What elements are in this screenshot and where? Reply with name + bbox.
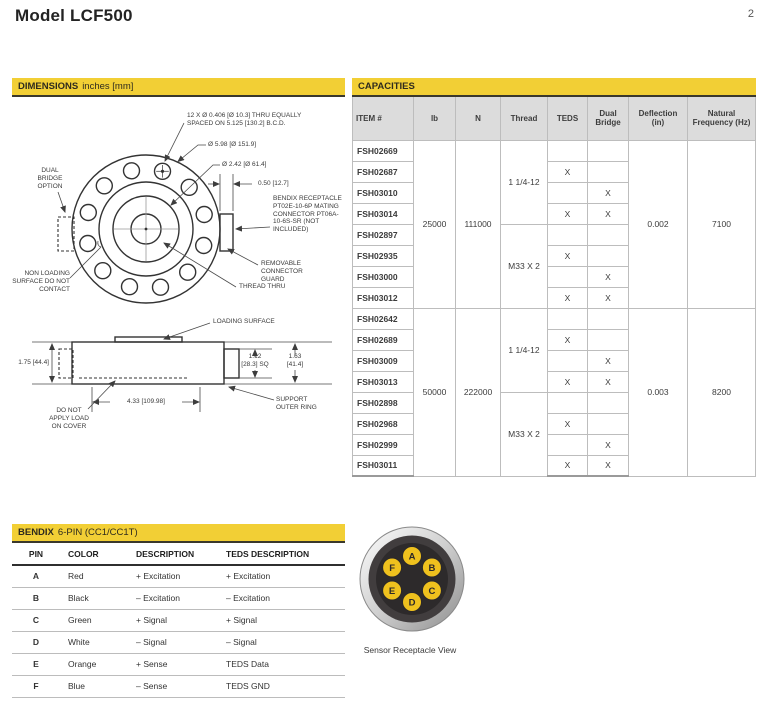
teds-flag: X [548, 329, 588, 350]
dual-bridge-flag [588, 245, 629, 266]
dimensions-header-title: DIMENSIONS [18, 81, 79, 92]
col-teds: TEDS [548, 97, 588, 140]
dual-bridge-flag: X [588, 371, 629, 392]
label-bendix-receptacle: BENDIX RECEPTACLE PT02E-10-6P MATING CONNECTOR PT06A-10-6S-SR (NOT INCLUDED) [273, 195, 342, 234]
pin-letter: F [12, 675, 60, 697]
thread-size: 1 1/4-12 [501, 308, 548, 392]
teds-flag: X [548, 161, 588, 182]
table-row [12, 631, 345, 653]
pin-f-label: F [389, 562, 396, 574]
dual-bridge-flag: X [588, 350, 629, 371]
wire-description: – Excitation [128, 587, 218, 609]
pin-e-label: E [388, 585, 396, 597]
bendix-header-subtitle: 6-PIN (CC1/CC1T) [57, 527, 138, 538]
wire-description: – Sense [128, 675, 218, 697]
sensor-receptacle-view [352, 520, 472, 657]
item-number: FSH03013 [353, 371, 414, 392]
teds-flag: X [548, 203, 588, 224]
dual-bridge-flag [588, 140, 629, 161]
item-number: FSH02669 [353, 140, 414, 161]
bendix-panel [12, 524, 345, 698]
label-square-dim-line1: 1.12 [248, 353, 262, 360]
col-description: DESCRIPTION [128, 543, 218, 565]
deflection-value: 0.003 [629, 308, 688, 476]
item-number: FSH02898 [353, 392, 414, 413]
capacities-header [352, 78, 756, 97]
wire-description: – Signal [128, 631, 218, 653]
col-dual-bridge: Dual Bridge [588, 97, 629, 140]
wire-color: White [60, 631, 128, 653]
thread-size: 1 1/4-12 [501, 140, 548, 224]
item-number: FSH03010 [353, 182, 414, 203]
capacities-header-title: CAPACITIES [358, 81, 415, 92]
item-number: FSH03011 [353, 455, 414, 476]
col-lb: lb [414, 97, 456, 140]
dual-bridge-flag [588, 329, 629, 350]
dual-bridge-flag: X [588, 455, 629, 476]
item-number: FSH02897 [353, 224, 414, 245]
label-guard-width: 0.50 [12.7] [258, 180, 289, 187]
item-number: FSH03000 [353, 266, 414, 287]
capacity-lb: 50000 [414, 308, 456, 476]
dual-bridge-flag [588, 224, 629, 245]
pin-c-label: C [428, 585, 436, 597]
page-number: 2 [747, 8, 754, 20]
teds-flag: X [548, 413, 588, 434]
label-loading-surface: LOADING SURFACE [213, 318, 275, 325]
connector-caption: Sensor Receptacle View [363, 645, 457, 655]
teds-flag [548, 308, 588, 329]
pin-a-label: A [408, 551, 416, 563]
teds-description: – Signal [218, 631, 345, 653]
label-dual-bridge-option: DUAL BRIDGE OPTION [37, 167, 63, 190]
item-number: FSH02935 [353, 245, 414, 266]
wire-color: Orange [60, 653, 128, 675]
thread-size: M33 X 2 [501, 224, 548, 308]
pin-letter: E [12, 653, 60, 675]
pin-letter: B [12, 587, 60, 609]
connector-diagram [357, 524, 467, 634]
capacities-header-row [353, 97, 756, 140]
label-square-dim [238, 353, 272, 369]
label-bolt-pattern: 12 X Ø 0.406 [Ø 10.3] THRU EQUALLY SPACED ON 5.125 [130.2] B.C.D. [187, 112, 302, 127]
teds-flag [548, 266, 588, 287]
teds-flag: X [548, 455, 588, 476]
table-row [353, 140, 756, 161]
dual-bridge-flag [588, 392, 629, 413]
label-ring-dim-line1: 1.63 [288, 353, 302, 360]
wire-description: + Sense [128, 653, 218, 675]
label-non-loading-surface: NON LOADING SURFACE DO NOT CONTACT [12, 270, 70, 293]
table-row [12, 653, 345, 675]
col-thread: Thread [501, 97, 548, 140]
dual-bridge-flag [588, 161, 629, 182]
pin-d-label: D [408, 597, 416, 609]
dual-bridge-flag: X [588, 182, 629, 203]
dual-bridge-flag: X [588, 434, 629, 455]
deflection-value: 0.002 [629, 140, 688, 308]
label-removable-connector-guard: REMOVABLE CONNECTOR GUARD [261, 260, 303, 283]
wire-color: Blue [60, 675, 128, 697]
item-number: FSH02687 [353, 161, 414, 182]
capacity-n: 111000 [456, 140, 501, 308]
label-base-width: 4.33 [109.98] [110, 398, 182, 406]
label-no-load-cover: DO NOT APPLY LOAD ON COVER [49, 407, 89, 430]
teds-description: + Excitation [218, 565, 345, 587]
bendix-header-title: BENDIX [18, 527, 54, 538]
dual-bridge-flag [588, 308, 629, 329]
bendix-table [12, 543, 345, 698]
table-row [12, 675, 345, 697]
wire-color: Red [60, 565, 128, 587]
wire-color: Black [60, 587, 128, 609]
dimensions-header [12, 78, 345, 97]
wire-description: + Excitation [128, 565, 218, 587]
pin-b-label: B [428, 562, 436, 574]
item-number: FSH03012 [353, 287, 414, 308]
teds-flag: X [548, 287, 588, 308]
item-number: FSH03009 [353, 350, 414, 371]
dual-bridge-flag: X [588, 287, 629, 308]
wire-color: Green [60, 609, 128, 631]
item-number: FSH02689 [353, 329, 414, 350]
table-row [12, 609, 345, 631]
teds-description: – Excitation [218, 587, 345, 609]
dual-bridge-flag [588, 413, 629, 434]
item-number: FSH02968 [353, 413, 414, 434]
bendix-header-row [12, 543, 345, 565]
capacity-n: 222000 [456, 308, 501, 476]
capacity-lb: 25000 [414, 140, 456, 308]
pin-letter: C [12, 609, 60, 631]
dimensions-header-subtitle: inches [mm] [82, 81, 134, 92]
teds-flag [548, 350, 588, 371]
pin-letter: D [12, 631, 60, 653]
bendix-header [12, 524, 345, 543]
col-item: ITEM # [353, 97, 414, 140]
frequency-value: 8200 [688, 308, 756, 476]
label-square-dim-line2: [28.3] SQ [241, 360, 269, 368]
dual-bridge-flag: X [588, 203, 629, 224]
teds-flag [548, 434, 588, 455]
frequency-value: 7100 [688, 140, 756, 308]
dimension-drawing [12, 99, 345, 449]
teds-flag: X [548, 371, 588, 392]
thread-size: M33 X 2 [501, 392, 548, 476]
item-number: FSH02642 [353, 308, 414, 329]
teds-flag [548, 140, 588, 161]
col-natural-frequency: Natural Frequency (Hz) [688, 97, 756, 140]
teds-description: TEDS Data [218, 653, 345, 675]
col-color: COLOR [60, 543, 128, 565]
teds-description: TEDS GND [218, 675, 345, 697]
teds-flag [548, 182, 588, 203]
teds-flag: X [548, 245, 588, 266]
capacities-table [352, 97, 756, 477]
dimensions-panel [12, 78, 345, 449]
wire-description: + Signal [128, 609, 218, 631]
col-n: N [456, 97, 501, 140]
item-number: FSH02999 [353, 434, 414, 455]
label-ring-dim [279, 353, 311, 369]
label-outer-diameter: Ø 5.98 [Ø 151.9] [208, 141, 257, 148]
teds-flag [548, 392, 588, 413]
capacities-panel [352, 78, 756, 477]
item-number: FSH03014 [353, 203, 414, 224]
col-pin: PIN [12, 543, 60, 565]
col-teds-description: TEDS DESCRIPTION [218, 543, 345, 565]
page-title: Model LCF500 [15, 6, 133, 25]
col-deflection: Deflection (in) [629, 97, 688, 140]
label-total-height: 1.75 [44.4] [18, 359, 49, 366]
pin-letter: A [12, 565, 60, 587]
label-ring-dim-line2: [41.4] [286, 360, 304, 368]
table-row [353, 308, 756, 329]
teds-description: + Signal [218, 609, 345, 631]
label-support-outer-ring: SUPPORT OUTER RING [276, 396, 317, 411]
dual-bridge-flag: X [588, 266, 629, 287]
label-thread-thru: THREAD THRU [239, 283, 286, 290]
table-row [12, 565, 345, 587]
table-row [12, 587, 345, 609]
teds-flag [548, 224, 588, 245]
label-inner-diameter: Ø 2.42 [Ø 61.4] [222, 161, 267, 168]
